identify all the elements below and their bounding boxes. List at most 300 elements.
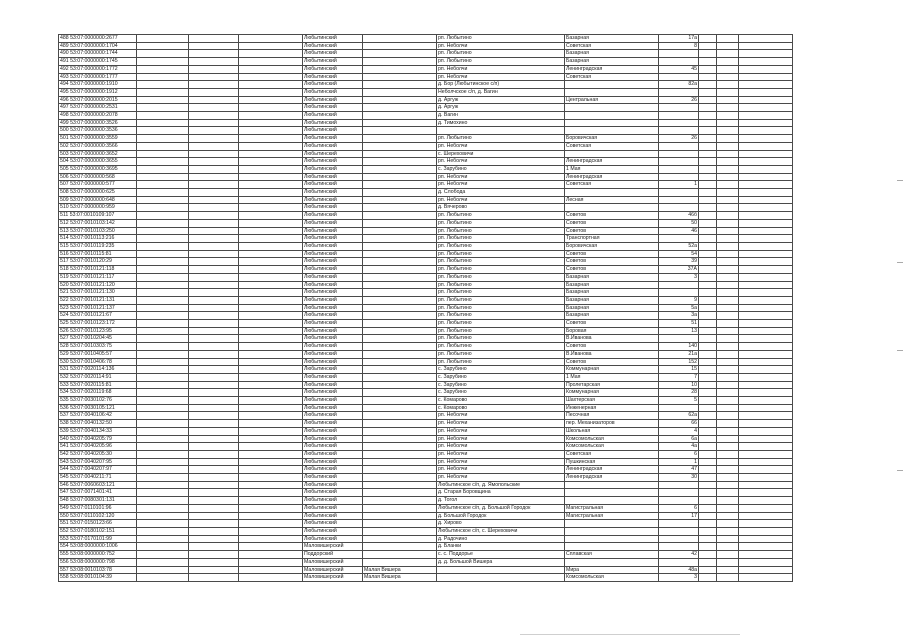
empty-cell [239, 235, 303, 243]
scan-mark [897, 180, 903, 181]
cadastral-number-cell [59, 358, 137, 366]
empty-cell [699, 304, 717, 312]
empty-cell [239, 65, 303, 73]
empty-cell [239, 242, 303, 250]
house-cell: 45 [659, 65, 699, 73]
cadastral-number: 53:07:0000000:625 [68, 189, 115, 196]
empty-cell [239, 535, 303, 543]
empty-cell [239, 50, 303, 58]
empty-cell [137, 528, 189, 536]
empty-cell [717, 474, 739, 482]
district-cell: Любытинский [303, 73, 363, 81]
empty-cell [189, 281, 239, 289]
table-row [59, 135, 793, 143]
empty-cell [137, 358, 189, 366]
cadastral-number: 53:07:0000000:3652 [68, 150, 118, 157]
district-cell: Маловишерский [303, 558, 363, 566]
empty-cell [739, 289, 793, 297]
empty-cell [137, 350, 189, 358]
table-row [59, 242, 793, 250]
table-row [59, 127, 793, 135]
empty-cell [239, 474, 303, 482]
street-cell [565, 543, 659, 551]
row-number: 497 [60, 104, 69, 111]
empty-cell [137, 435, 189, 443]
empty-cell [717, 327, 739, 335]
row-number: 539 [60, 427, 69, 434]
empty-cell [189, 135, 239, 143]
empty-cell [717, 189, 739, 197]
empty-cell [137, 219, 189, 227]
empty-cell [717, 81, 739, 89]
cadastral-number-cell [59, 489, 137, 497]
empty-cell [699, 242, 717, 250]
locality-cell: д. Бор (Любытинское с/п) [437, 81, 565, 89]
settlement-cell [363, 104, 437, 112]
street-cell [565, 489, 659, 497]
street-cell: Боровичская [565, 242, 659, 250]
empty-cell [137, 412, 189, 420]
empty-cell [717, 219, 739, 227]
empty-cell [189, 104, 239, 112]
empty-cell [189, 150, 239, 158]
street-cell [565, 204, 659, 212]
table-row [59, 389, 793, 397]
settlement-cell [363, 189, 437, 197]
house-cell: 37А [659, 266, 699, 274]
cadastral-number-cell [59, 350, 137, 358]
house-cell: 4 [659, 427, 699, 435]
row-number: 525 [60, 320, 69, 327]
empty-cell [137, 489, 189, 497]
table-row [59, 528, 793, 536]
empty-cell [239, 335, 303, 343]
empty-cell [717, 273, 739, 281]
empty-cell [189, 227, 239, 235]
locality-cell: д. Хирово [437, 520, 565, 528]
cadastral-number-cell [59, 566, 137, 574]
row-number: 507 [60, 181, 69, 188]
empty-cell [717, 412, 739, 420]
empty-cell [189, 312, 239, 320]
settlement-cell [363, 466, 437, 474]
empty-cell [739, 173, 793, 181]
empty-cell [189, 520, 239, 528]
locality-cell: рп. Любытино [437, 289, 565, 297]
locality-cell: рп. Неболчи [437, 427, 565, 435]
cadastral-number-cell [59, 381, 137, 389]
row-number: 494 [60, 81, 69, 88]
cadastral-number: 53:07:0010121:130 [68, 289, 115, 296]
empty-cell [739, 181, 793, 189]
district-cell: Любытинский [303, 65, 363, 73]
empty-cell [239, 373, 303, 381]
scan-mark [897, 350, 903, 351]
settlement-cell [363, 273, 437, 281]
district-cell: Любытинский [303, 312, 363, 320]
empty-cell [717, 173, 739, 181]
row-number: 504 [60, 158, 69, 165]
empty-cell [739, 389, 793, 397]
empty-cell [739, 397, 793, 405]
street-cell [565, 112, 659, 120]
empty-cell [137, 343, 189, 351]
empty-cell [189, 242, 239, 250]
row-number: 526 [60, 327, 69, 334]
district-cell: Поддорский [303, 551, 363, 559]
empty-cell [717, 165, 739, 173]
empty-cell [717, 389, 739, 397]
cadastral-number-cell [59, 397, 137, 405]
empty-cell [717, 227, 739, 235]
locality-cell [437, 566, 565, 574]
empty-cell [137, 235, 189, 243]
settlement-cell [363, 127, 437, 135]
locality-cell: рп. Любытино [437, 227, 565, 235]
table-row [59, 381, 793, 389]
locality-cell: Любытинское с/п, с. Шереховичи [437, 528, 565, 536]
cadastral-number: 53:07:0180102:151 [68, 528, 115, 534]
empty-cell [137, 50, 189, 58]
cadastral-number-cell [59, 250, 137, 258]
empty-cell [699, 558, 717, 566]
empty-cell [137, 327, 189, 335]
empty-cell [717, 543, 739, 551]
locality-cell: рп. Любытино [437, 296, 565, 304]
empty-cell [137, 420, 189, 428]
house-cell [659, 281, 699, 289]
cadastral-number: 53:08:0010103:78 [68, 566, 112, 573]
empty-cell [717, 235, 739, 243]
empty-cell [137, 504, 189, 512]
empty-cell [239, 566, 303, 574]
empty-cell [739, 165, 793, 173]
locality-cell: с. Зарубино [437, 373, 565, 381]
locality-cell: рп. Неболчи [437, 435, 565, 443]
settlement-cell [363, 88, 437, 96]
row-number: 546 [60, 481, 69, 488]
house-cell: 52а [659, 242, 699, 250]
row-number: 548 [60, 497, 69, 504]
empty-cell [189, 196, 239, 204]
settlement-cell [363, 196, 437, 204]
settlement-cell [363, 389, 437, 397]
street-cell: Советов [565, 219, 659, 227]
row-number: 533 [60, 381, 69, 388]
district-cell: Любытинский [303, 50, 363, 58]
empty-cell [717, 312, 739, 320]
street-cell: Советов [565, 212, 659, 220]
row-number: 555 [60, 551, 69, 558]
empty-cell [189, 158, 239, 166]
table-row [59, 574, 793, 582]
cadastral-number: 53:07:0060603:121 [68, 481, 115, 488]
empty-cell [739, 335, 793, 343]
empty-cell [699, 165, 717, 173]
cadastral-number: 53:07:0040106:42 [68, 412, 112, 419]
table-row [59, 312, 793, 320]
empty-cell [699, 196, 717, 204]
empty-cell [739, 404, 793, 412]
street-cell: Базарная [565, 58, 659, 66]
table-row [59, 235, 793, 243]
empty-cell [239, 304, 303, 312]
empty-cell [739, 443, 793, 451]
settlement-cell [363, 250, 437, 258]
settlement-cell [363, 158, 437, 166]
empty-cell [239, 504, 303, 512]
empty-cell [189, 543, 239, 551]
cadastral-number-cell [59, 289, 137, 297]
cadastral-number: 53:07:0010103:250 [68, 227, 115, 234]
house-cell: 1 [659, 458, 699, 466]
empty-cell [137, 212, 189, 220]
empty-cell [699, 104, 717, 112]
register-rows [59, 35, 793, 582]
empty-cell [137, 158, 189, 166]
settlement-cell [363, 42, 437, 50]
locality-cell: рп. Любытино [437, 219, 565, 227]
table-row [59, 320, 793, 328]
house-cell [659, 119, 699, 127]
row-number: 553 [60, 535, 69, 542]
house-cell [659, 104, 699, 112]
empty-cell [699, 551, 717, 559]
house-cell [659, 196, 699, 204]
settlement-cell [363, 427, 437, 435]
cadastral-number: 53:07:0080301:131 [68, 497, 115, 504]
empty-cell [239, 358, 303, 366]
street-cell [565, 528, 659, 536]
empty-cell [239, 196, 303, 204]
house-cell: 10 [659, 381, 699, 389]
district-cell: Любытинский [303, 304, 363, 312]
empty-cell [239, 528, 303, 536]
cadastral-number-cell [59, 212, 137, 220]
empty-cell [739, 327, 793, 335]
row-number: 517 [60, 258, 69, 265]
empty-cell [189, 289, 239, 297]
empty-cell [189, 350, 239, 358]
table-row [59, 165, 793, 173]
empty-cell [137, 258, 189, 266]
empty-cell [717, 574, 739, 582]
district-cell: Любытинский [303, 373, 363, 381]
settlement-cell [363, 242, 437, 250]
cadastral-number: 53:07:0030105:121 [68, 404, 115, 411]
table-row [59, 58, 793, 66]
row-number: 556 [60, 558, 69, 565]
district-cell: Любытинский [303, 481, 363, 489]
cadastral-number-cell [59, 574, 137, 582]
row-number: 510 [60, 204, 69, 211]
row-number: 532 [60, 373, 69, 380]
table-row [59, 420, 793, 428]
empty-cell [699, 250, 717, 258]
table-row [59, 50, 793, 58]
table-row [59, 404, 793, 412]
house-cell: 17 [659, 512, 699, 520]
empty-cell [189, 366, 239, 374]
empty-cell [717, 266, 739, 274]
cadastral-number-cell [59, 389, 137, 397]
empty-cell [239, 58, 303, 66]
cadastral-number-cell [59, 273, 137, 281]
locality-cell: д. Бланки [437, 543, 565, 551]
empty-cell [739, 42, 793, 50]
house-cell: 48а [659, 566, 699, 574]
empty-cell [739, 273, 793, 281]
empty-cell [739, 497, 793, 505]
district-cell: Любытинский [303, 443, 363, 451]
empty-cell [239, 204, 303, 212]
empty-cell [699, 81, 717, 89]
settlement-cell [363, 551, 437, 559]
row-number: 509 [60, 196, 69, 203]
table-row [59, 219, 793, 227]
empty-cell [189, 73, 239, 81]
empty-cell [137, 466, 189, 474]
empty-cell [137, 165, 189, 173]
empty-cell [717, 112, 739, 120]
empty-cell [137, 127, 189, 135]
empty-cell [137, 119, 189, 127]
empty-cell [739, 343, 793, 351]
table-row [59, 173, 793, 181]
empty-cell [137, 381, 189, 389]
row-number: 518 [60, 266, 69, 273]
empty-cell [189, 481, 239, 489]
settlement-cell [363, 304, 437, 312]
empty-cell [699, 281, 717, 289]
settlement-cell [363, 404, 437, 412]
locality-cell: рп. Неболчи [437, 412, 565, 420]
street-cell [565, 150, 659, 158]
empty-cell [699, 181, 717, 189]
settlement-cell [363, 96, 437, 104]
empty-cell [717, 127, 739, 135]
settlement-cell [363, 543, 437, 551]
empty-cell [189, 235, 239, 243]
table-row [59, 88, 793, 96]
empty-cell [739, 204, 793, 212]
locality-cell: рп. Неболчи [437, 443, 565, 451]
cadastral-number-cell [59, 50, 137, 58]
cadastral-number: 53:07:0010113:216 [68, 235, 115, 242]
empty-cell [699, 497, 717, 505]
district-cell: Любытинский [303, 535, 363, 543]
settlement-cell [363, 181, 437, 189]
empty-cell [699, 358, 717, 366]
cadastral-number-cell [59, 535, 137, 543]
empty-cell [239, 320, 303, 328]
settlement-cell [363, 381, 437, 389]
empty-cell [189, 474, 239, 482]
empty-cell [137, 574, 189, 582]
table-row [59, 42, 793, 50]
empty-cell [189, 35, 239, 43]
street-cell: В.Иванова [565, 335, 659, 343]
locality-cell: д. Большой Городок [437, 512, 565, 520]
table-row [59, 427, 793, 435]
street-cell: Лесная [565, 196, 659, 204]
locality-cell: рп. Любытино [437, 235, 565, 243]
locality-cell: рп. Неболчи [437, 466, 565, 474]
empty-cell [717, 504, 739, 512]
cadastral-number: 53:07:0000000:2677 [68, 35, 118, 41]
empty-cell [239, 366, 303, 374]
cadastral-number: 53:07:0040207:95 [68, 458, 112, 465]
empty-cell [137, 81, 189, 89]
locality-cell: рп. Любытино [437, 135, 565, 143]
empty-cell [239, 127, 303, 135]
district-cell: Любытинский [303, 242, 363, 250]
empty-cell [137, 65, 189, 73]
empty-cell [239, 165, 303, 173]
empty-cell [239, 173, 303, 181]
cadastral-number-cell [59, 58, 137, 66]
table-row [59, 497, 793, 505]
district-cell: Любытинский [303, 458, 363, 466]
empty-cell [717, 96, 739, 104]
settlement-cell [363, 65, 437, 73]
row-number: 528 [60, 343, 69, 350]
empty-cell [739, 135, 793, 143]
table-row [59, 443, 793, 451]
row-number: 545 [60, 474, 69, 481]
locality-cell: рп. Любытино [437, 358, 565, 366]
street-cell: Боровая [565, 327, 659, 335]
empty-cell [189, 566, 239, 574]
empty-cell [137, 112, 189, 120]
cadastral-number-cell [59, 242, 137, 250]
house-cell: 3 [659, 273, 699, 281]
empty-cell [189, 427, 239, 435]
empty-cell [239, 458, 303, 466]
empty-cell [717, 281, 739, 289]
empty-cell [189, 435, 239, 443]
street-cell: Школьная [565, 427, 659, 435]
empty-cell [137, 389, 189, 397]
cadastral-number-cell [59, 543, 137, 551]
empty-cell [739, 65, 793, 73]
empty-cell [699, 335, 717, 343]
empty-cell [739, 50, 793, 58]
row-number: 520 [60, 281, 69, 288]
empty-cell [699, 258, 717, 266]
row-number: 551 [60, 520, 69, 527]
empty-cell [189, 250, 239, 258]
empty-cell [739, 551, 793, 559]
empty-cell [717, 296, 739, 304]
locality-cell: д. Тогол [437, 497, 565, 505]
table-row [59, 104, 793, 112]
street-cell [565, 88, 659, 96]
house-cell: 26 [659, 96, 699, 104]
empty-cell [137, 189, 189, 197]
row-number: 508 [60, 189, 69, 196]
district-cell: Любытинский [303, 497, 363, 505]
district-cell: Любытинский [303, 42, 363, 50]
settlement-cell: Малая Вишера [363, 566, 437, 574]
house-cell [659, 142, 699, 150]
settlement-cell [363, 58, 437, 66]
house-cell: 17а [659, 35, 699, 43]
table-row [59, 397, 793, 405]
cadastral-number-cell [59, 135, 137, 143]
cadastral-number-cell [59, 512, 137, 520]
empty-cell [137, 204, 189, 212]
